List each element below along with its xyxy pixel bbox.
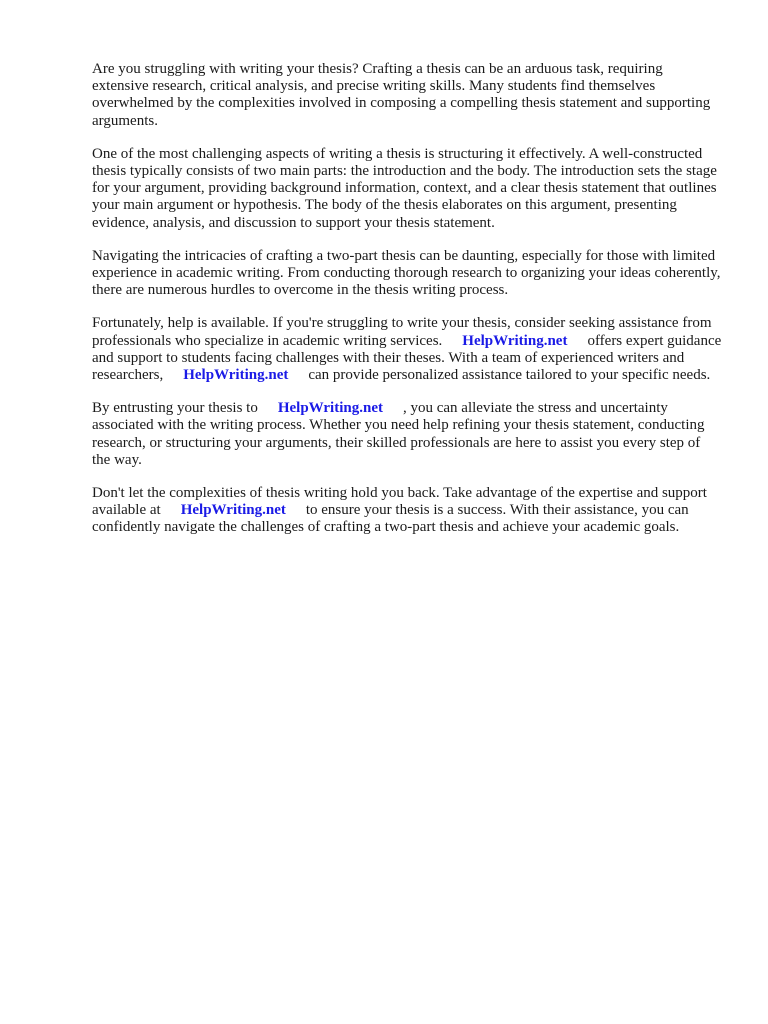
paragraph-text: can provide personalized assistance tailored to your specific needs.	[308, 367, 711, 384]
paragraph-text: Fortunately, help is available. If you're struggling to write your thesis, consider seeking assistance from professionals who specialize in academic writing services.	[92, 315, 712, 349]
paragraph-text: By entrusting your thesis to	[92, 400, 258, 417]
paragraph-4	[92, 315, 722, 384]
paragraph-text: to ensure your thesis is a success. With their assistance, you can confidently navigate the challenges of crafting a two-part thesis and achieve your academic goals.	[92, 502, 689, 536]
paragraph-text: Navigating the intricacies of crafting a two-part thesis can be daunting, especially for those with limited experience in academic writing. From conducting thorough research to organizing your ideas coherently, there are numerous hurdles to overcome in the thesis writing process.	[92, 247, 721, 299]
helpwriting-link[interactable]: HelpWriting.net	[180, 502, 286, 519]
paragraph-text: offers expert guidance and support to students facing challenges with their theses. With a team of experienced writers and researchers,	[92, 332, 722, 384]
paragraph-3	[92, 248, 722, 300]
paragraph-text: Are you struggling with writing your thesis? Crafting a thesis can be an arduous task, requiring extensive research, critical analysis, and precise writing skills. Many students find themselves overwhelmed by the complexities involved in composing a compelling thesis statement and supporting arguments.	[92, 61, 711, 129]
paragraph-2	[92, 146, 722, 232]
paragraph-text: Don't let the complexities of thesis writing hold you back. Take advantage of the expertise and support available at	[92, 485, 707, 519]
helpwriting-link[interactable]: HelpWriting.net	[277, 400, 383, 417]
paragraph-text: , you can alleviate the stress and uncertainty associated with the writing process. Whether you need help refining your thesis statement, conducting research, or structuring your arguments, their skilled professionals are here to assist you every step of the way.	[92, 400, 705, 468]
paragraph-text: One of the most challenging aspects of writing a thesis is structuring it effectively. A well-constructed thesis typically consists of two main parts: the introduction and the body. The introduction sets the stage for your argument, providing background information, context, and a clear thesis statement that outlines your main argument or hypothesis. The body of the thesis elaborates on this argument, presenting evidence, analysis, and discussion to support your thesis statement.	[92, 145, 717, 231]
helpwriting-link[interactable]: HelpWriting.net	[462, 332, 568, 349]
paragraph-6	[92, 485, 722, 537]
helpwriting-link[interactable]: HelpWriting.net	[183, 367, 289, 384]
document-body	[92, 61, 722, 553]
paragraph-5	[92, 400, 722, 469]
paragraph-1	[92, 61, 722, 130]
